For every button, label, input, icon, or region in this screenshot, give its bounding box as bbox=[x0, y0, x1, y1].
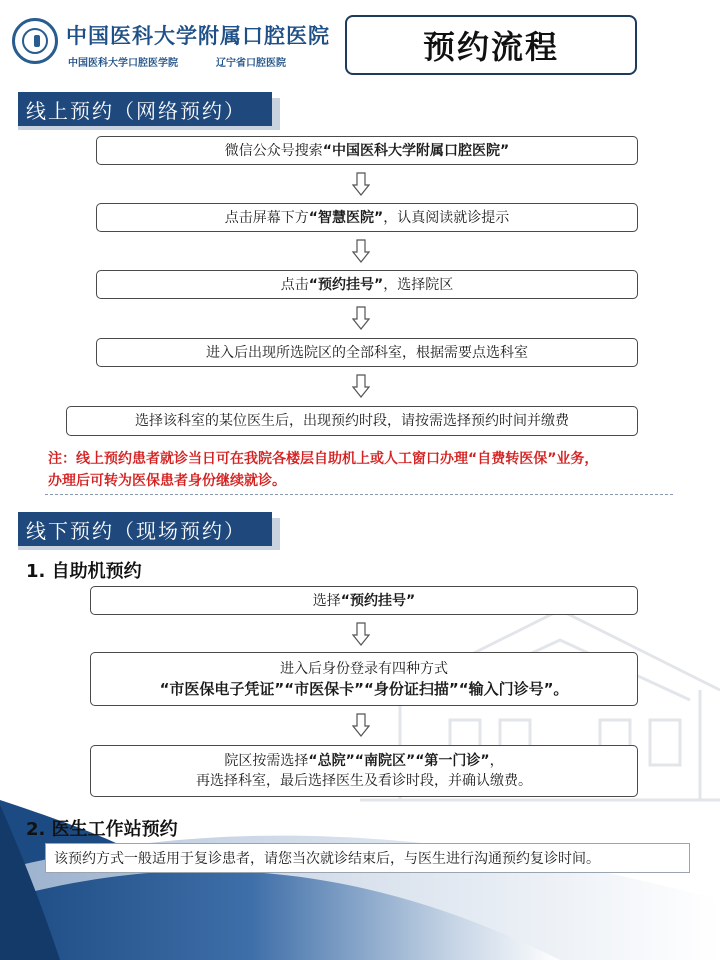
page-title: 预约流程 bbox=[345, 15, 637, 75]
hospital-seal-icon bbox=[12, 18, 58, 64]
online-note bbox=[48, 448, 698, 492]
step-text: 进入后身份登录有四种方式 bbox=[280, 661, 448, 677]
step-keyword: “总院”“南院区”“第一门诊” bbox=[308, 753, 490, 769]
step-text: 进入后出现所选院区的全部科室，根据需要点选科室 bbox=[206, 344, 528, 361]
step-text: 点击屏幕下方 bbox=[224, 209, 309, 226]
note-line-2: 办理后可转为医保患者身份继续就诊。 bbox=[48, 473, 286, 489]
kiosk-step-2 bbox=[90, 652, 638, 706]
offline-heading: 线下预约（现场预约） bbox=[18, 512, 272, 546]
note-line-1: 注：线上预约患者就诊当日可在我院各楼层自助机上或人工窗口办理“自费转医保”业务， bbox=[48, 451, 599, 467]
step-keyword: “预约挂号” bbox=[308, 276, 384, 293]
step-text-post: ，认真阅读就诊提示 bbox=[383, 209, 510, 226]
doctor-description: 该预约方式一般适用于复诊患者，请您当次就诊结束后，与医生进行沟通预约复诊时间。 bbox=[45, 843, 690, 873]
down-arrow-icon bbox=[352, 713, 370, 737]
step-text: 微信公众号搜索 bbox=[224, 142, 323, 159]
step-keyword: “中国医科大学附属口腔医院” bbox=[322, 142, 510, 159]
online-step-2 bbox=[96, 203, 638, 232]
hospital-sub-left: 中国医科大学口腔医学院 bbox=[68, 58, 178, 69]
step-text: 选择该科室的某位医生后，出现预约时段，请按需选择预约时间并缴费 bbox=[135, 413, 569, 429]
down-arrow-icon bbox=[352, 239, 370, 263]
doctor-title: 2. 医生工作站预约 bbox=[26, 819, 178, 840]
step-text: 选择 bbox=[312, 592, 341, 609]
down-arrow-icon bbox=[352, 172, 370, 196]
hospital-name: 中国医科大学附属口腔医院 bbox=[66, 23, 330, 48]
step-text: 点击 bbox=[280, 276, 309, 293]
down-arrow-icon bbox=[352, 622, 370, 646]
step-text-line2: 再选择科室，最后选择医生及看诊时段，并确认缴费。 bbox=[196, 773, 532, 789]
online-step-3 bbox=[96, 270, 638, 299]
login-methods: “市医保电子凭证”“市医保卡”“身份证扫描”“输入门诊号”。 bbox=[159, 680, 569, 698]
kiosk-step-3 bbox=[90, 745, 638, 797]
online-step-1 bbox=[96, 136, 638, 165]
down-arrow-icon bbox=[352, 374, 370, 398]
step-text-post: ，选择院区 bbox=[383, 276, 454, 293]
seal-mark bbox=[34, 35, 40, 47]
kiosk-step-1 bbox=[90, 586, 638, 615]
seal-inner-ring bbox=[22, 28, 48, 54]
down-arrow-icon bbox=[352, 306, 370, 330]
kiosk-title: 1. 自助机预约 bbox=[26, 561, 142, 582]
step-text: 院区按需选择 bbox=[224, 753, 309, 769]
hospital-sub-right: 辽宁省口腔医院 bbox=[216, 58, 286, 69]
section-divider bbox=[45, 494, 673, 495]
online-step-4 bbox=[96, 338, 638, 367]
step-keyword: “预约挂号” bbox=[340, 592, 416, 609]
online-step-5 bbox=[66, 406, 638, 436]
step-keyword: “智慧医院” bbox=[308, 209, 384, 226]
online-heading: 线上预约（网络预约） bbox=[18, 92, 272, 126]
step-text-post: ， bbox=[489, 753, 504, 769]
